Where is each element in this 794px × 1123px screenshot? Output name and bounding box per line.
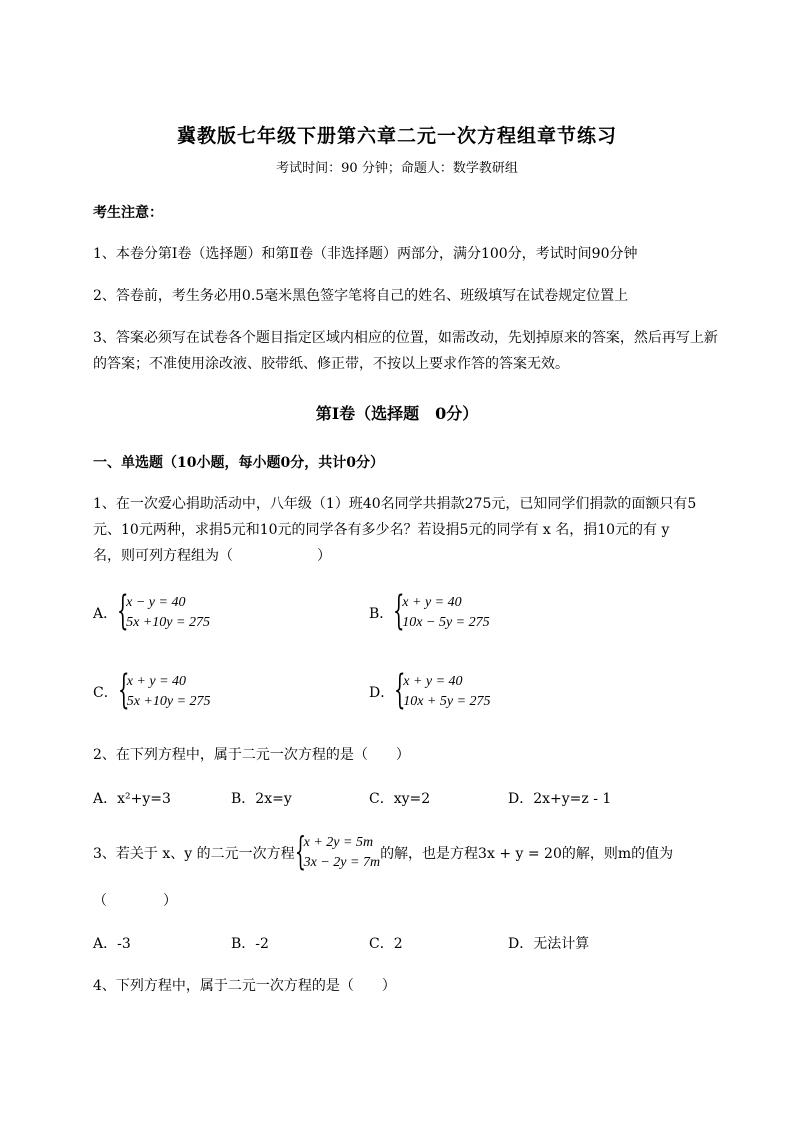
equation: x + y = 40 <box>403 674 463 689</box>
equation: 10x − 5y = 275 <box>402 615 490 630</box>
equation: 5x +10y = 275 <box>126 615 210 630</box>
equation-system <box>127 672 211 712</box>
q3-option-b: B．-2 <box>231 936 269 952</box>
q1-option-b <box>369 588 490 634</box>
brace-icon: { <box>394 667 406 713</box>
q3-option-d: D．无法计算 <box>508 936 590 952</box>
q2-option-a: A．x²+y=3 <box>93 791 171 807</box>
option-label: C． <box>93 685 118 701</box>
equation: x + 2y = 5m <box>303 835 374 850</box>
q3-stem <box>93 829 674 873</box>
q1-option-c <box>93 667 211 713</box>
equation: 10x + 5y = 275 <box>403 694 491 709</box>
q2-option-d: D．2x+y=z - 1 <box>508 791 612 807</box>
q1-line-1: 1、在一次爱心捐助活动中，八年级（1）班40名同学共捐款275元，已知同学们捐款的面额只有5 <box>93 496 697 512</box>
equation-system <box>403 672 490 712</box>
equation: x + y = 40 <box>126 674 187 689</box>
option-label: D． <box>369 685 395 701</box>
section-title: 第Ⅰ卷（选择题 0分） <box>315 404 479 423</box>
equation: 3x − 2y = 7m <box>303 855 381 870</box>
brace-icon: { <box>294 829 306 873</box>
q3-stem-post: 的解，也是方程3x + y = 20的解，则m的值为 <box>380 846 674 862</box>
equation-system <box>304 833 380 873</box>
q1-line-2: 元、10元两种，求捐5元和10元的同学各有多少名？若设捐5元的同学有 x 名，捐10元的有 y <box>93 522 670 538</box>
notice-item-3-cont: 的答案；不准使用涂改液、胶带纸、修正带，不按以上要求作答的答案无效。 <box>93 356 569 372</box>
equation: 5x +10y = 275 <box>126 694 211 709</box>
notice-item-2: 2、答卷前，考生务必用0.5毫米黑色签字笔将自己的姓名、班级填写在试卷规定位置上 <box>93 288 629 304</box>
document-title: 冀教版七年级下册第六章二元一次方程组章节练习 <box>176 125 617 147</box>
notice-item-1: 1、本卷分第Ⅰ卷（选择题）和第Ⅱ卷（非选择题）两部分，满分100分，考试时间90分钟 <box>93 246 638 262</box>
q2-option-b: B．2x=y <box>231 791 292 807</box>
option-label: A． <box>93 606 118 622</box>
notice-item-3: 3、答案必须写在试卷各个题目指定区域内相应的位置，如需改动，先划掉原来的答案，然后再写上新 <box>93 330 718 346</box>
equation: x + y = 40 <box>402 595 462 610</box>
q1-option-d <box>369 667 491 713</box>
exam-subtitle: 考试时间：90 分钟；命题人：数学教研组 <box>276 161 518 176</box>
brace-icon: { <box>117 667 130 713</box>
brace-icon: { <box>117 588 129 634</box>
q2-option-c: C．xy=2 <box>369 791 431 807</box>
q1-line-3: 名，则可列方程组为（ ） <box>93 548 331 564</box>
equation-system <box>402 593 489 633</box>
option-label: B． <box>369 606 394 622</box>
equation-system <box>126 593 210 633</box>
notice-heading: 考生注意： <box>93 205 163 221</box>
part-heading: 一、单选题（10小题，每小题0分，共计0分） <box>93 455 384 471</box>
q3-option-a: A．-3 <box>93 936 131 952</box>
equation: x − y = 40 <box>126 595 186 610</box>
q1-option-a <box>93 588 210 634</box>
q3-stem-pre: 3、若关于 x、y 的二元一次方程 <box>93 846 295 862</box>
q2-stem: 2、在下列方程中，属于二元一次方程的是（ ） <box>93 747 410 763</box>
brace-icon: { <box>393 588 405 634</box>
q4-stem: 4、下列方程中，属于二元一次方程的是（ ） <box>93 978 396 994</box>
q3-option-c: C．2 <box>369 936 403 952</box>
q3-answer-blank: （ ） <box>93 893 177 909</box>
